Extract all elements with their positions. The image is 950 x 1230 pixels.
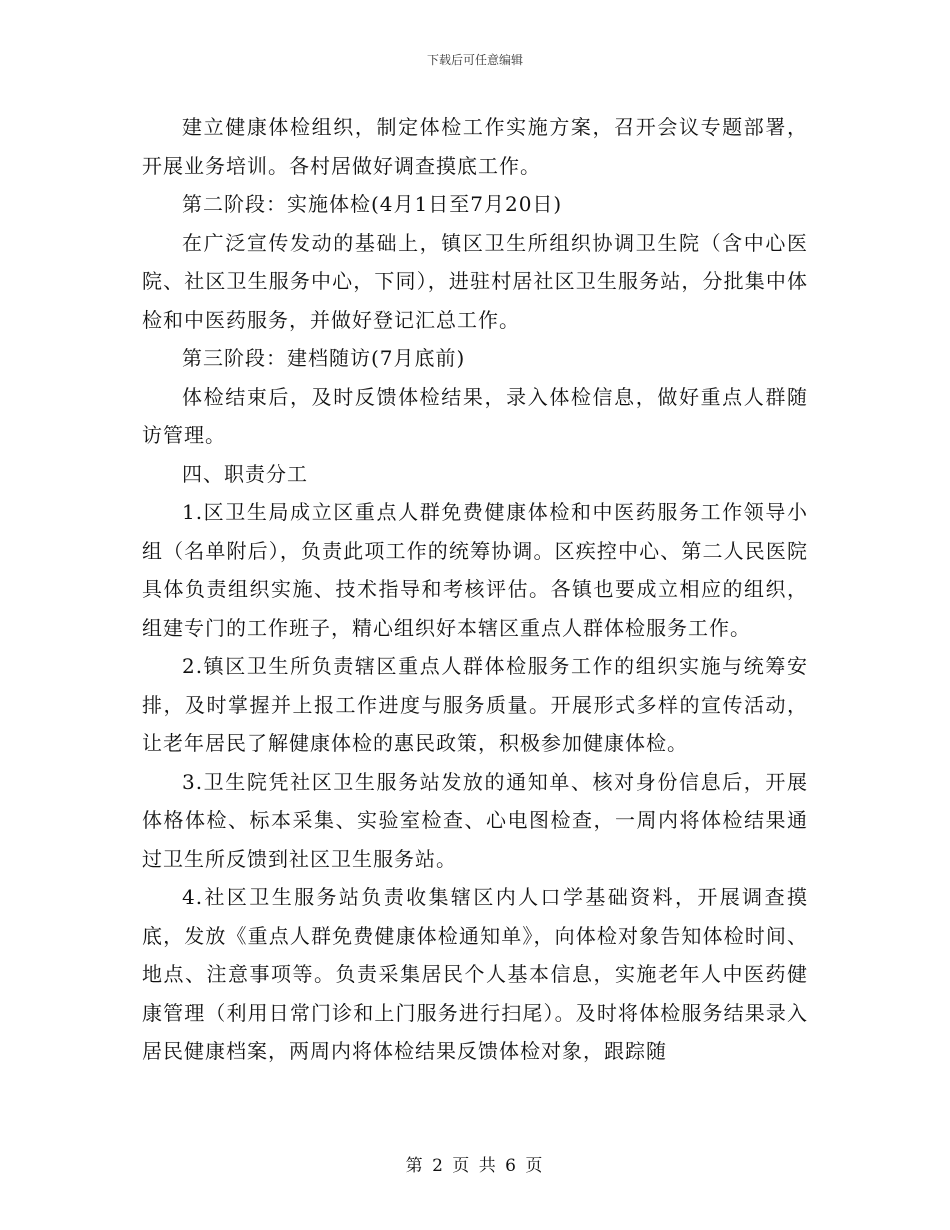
paragraph-5: 体检结束后，及时反馈体检结果，录入体检信息，做好重点人群随访管理。	[142, 384, 808, 447]
paragraph-8: 2.镇区卫生所负责辖区重点人群体检服务工作的组织实施与统筹安排，及时掌握并上报工作进度与服务质量。开展形式多样的宣传活动，让老年居民了解健康体检的惠民政策，积极参加健康体检。	[142, 654, 808, 755]
paragraph-1: 建立健康体检组织，制定体检工作实施方案，召开会议专题部署，开展业务培训。各村居做好调查摸底工作。	[142, 115, 808, 178]
paragraph-9: 3.卫生院凭社区卫生服务站发放的通知单、核对身份信息后，开展体格体检、标本采集、实验室检查、心电图检查，一周内将体检结果通过卫生所反馈到社区卫生服务站。	[142, 769, 808, 871]
paragraph-7: 1.区卫生局成立区重点人群免费健康体检和中医药服务工作领导小组（名单附后），负责此项工作的统筹协调。区疾控中心、第二人民医院具体负责组织实施、技术指导和考核评估。各镇也要成立相应的组织，组建专门的工作班子，精心组织好本辖区重点人群体检服务工作。	[142, 500, 808, 640]
page-header: 下载后可任意编辑	[426, 53, 523, 67]
paragraph-10: 4.社区卫生服务站负责收集辖区内人口学基础资料，开展调查摸底，发放《重点人群免费健康体检通知单》，向体检对象告知体检时间、地点、注意事项等。负责采集居民个人基本信息，实施老年人中医药健康管理（利用日常门诊和上门服务进行扫尾）。及时将体检服务结果录入居民健康档案，两周内将体检结果反馈体检对象，跟踪随	[142, 885, 808, 1063]
document-body	[142, 108, 808, 1071]
section-heading: 四、职责分工	[182, 461, 308, 486]
page-footer: 第 2 页 共 6 页	[405, 1156, 545, 1176]
paragraph-4: 第三阶段：建档随访(7月底前)	[182, 346, 466, 370]
paragraph-2: 第二阶段：实施体检(4月1日至7月20日)	[182, 192, 563, 216]
paragraph-3: 在广泛宣传发动的基础上，镇区卫生所组织协调卫生院（含中心医院、社区卫生服务中心，下同），进驻村居社区卫生服务站，分批集中体检和中医药服务，并做好登记汇总工作。	[142, 230, 808, 332]
